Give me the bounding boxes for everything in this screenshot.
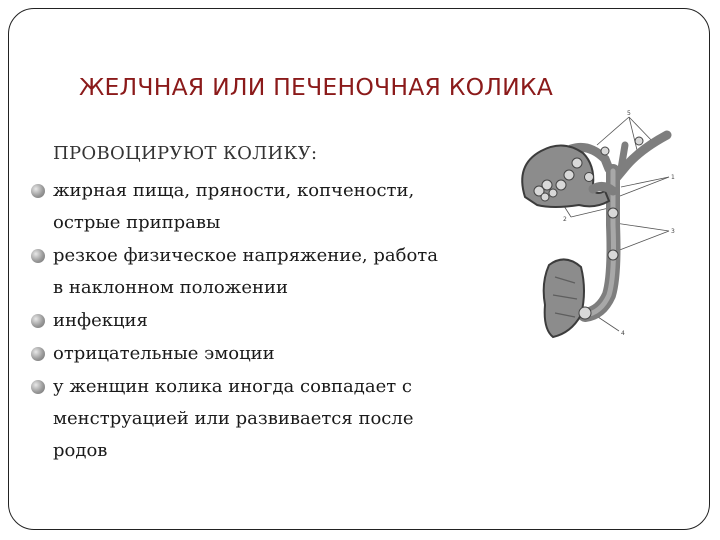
list-item: отрицательные эмоции bbox=[9, 338, 519, 370]
list-item: инфекция bbox=[9, 305, 519, 337]
bullet-icon bbox=[31, 249, 45, 263]
slide-frame bbox=[8, 8, 710, 530]
figure-label: 2 bbox=[563, 216, 567, 223]
bullet-icon bbox=[31, 380, 45, 394]
figure-label: 1 bbox=[671, 174, 675, 181]
figure-label: 3 bbox=[671, 228, 675, 235]
bullet-list bbox=[9, 175, 519, 468]
list-item: у женщин колика иногда совпадает с менструацией или развивается после родов bbox=[9, 371, 519, 467]
figure-label: 5 bbox=[627, 110, 631, 117]
slide-subheading: ПРОВОЦИРУЮТ КОЛИКУ: bbox=[53, 143, 318, 164]
gallbladder-diagram-icon bbox=[509, 105, 699, 345]
list-item: резкое физическое напряжение, работа в наклонном положении bbox=[9, 240, 519, 304]
figure-label: 4 bbox=[621, 330, 625, 337]
slide-title: ЖЕЛЧНАЯ ИЛИ ПЕЧЕНОЧНАЯ КОЛИКА bbox=[79, 73, 554, 101]
bullet-icon bbox=[31, 347, 45, 361]
bullet-icon bbox=[31, 184, 45, 198]
bullet-icon bbox=[31, 314, 45, 328]
list-item: жирная пища, пряности, копчености, острые приправы bbox=[9, 175, 519, 239]
